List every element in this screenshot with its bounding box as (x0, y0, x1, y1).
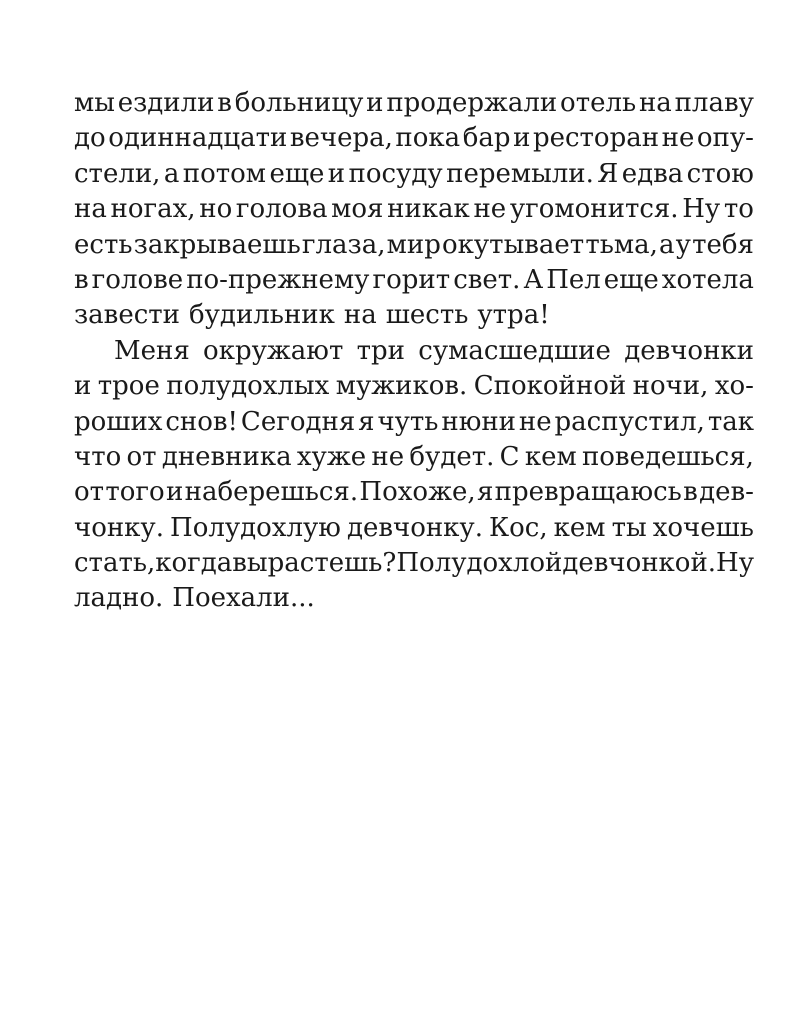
text-line: на ногах, но голова моя никак не угомонится. Ну то (74, 194, 754, 225)
text-line: чонку. Полудохлую девчонку. Кос, кем ты хочешь (74, 512, 754, 543)
text-line: что от дневника хуже не будет. С кем поведешься, (74, 441, 754, 472)
text-line: Меня окружают три сумасшедшие девчонки (114, 335, 754, 366)
text-line: есть закрываешь глаза, мир окутывает тьма, а у тебя (74, 229, 754, 260)
text-line: от того и наберешься. Похоже, я превращаюсь в дев- (74, 477, 754, 508)
text-line: в голове по-прежнему горит свет. А Пел еще хотела (74, 264, 754, 295)
text-line: и трое полудохлых мужиков. Спокойной ночи, хо- (74, 371, 754, 402)
body-text (74, 86, 754, 617)
text-line: завести будильник на шесть утра! (74, 300, 550, 331)
text-line: роших снов! Сегодня я чуть нюни не распустил, так (74, 406, 754, 437)
paragraph (74, 334, 754, 617)
text-line: ладно. Поехали... (74, 583, 315, 614)
text-line: мы ездили в больницу и продержали отель на плаву (74, 88, 754, 118)
text-line: до одиннадцати вечера, пока бар и ресторан не опу- (74, 123, 754, 154)
text-line: стать, когда вырастешь? Полудохлой девчонкой. Ну (74, 548, 755, 579)
text-line: стели, а потом еще и посуду перемыли. Я едва стою (74, 158, 754, 189)
paragraph (74, 86, 754, 334)
